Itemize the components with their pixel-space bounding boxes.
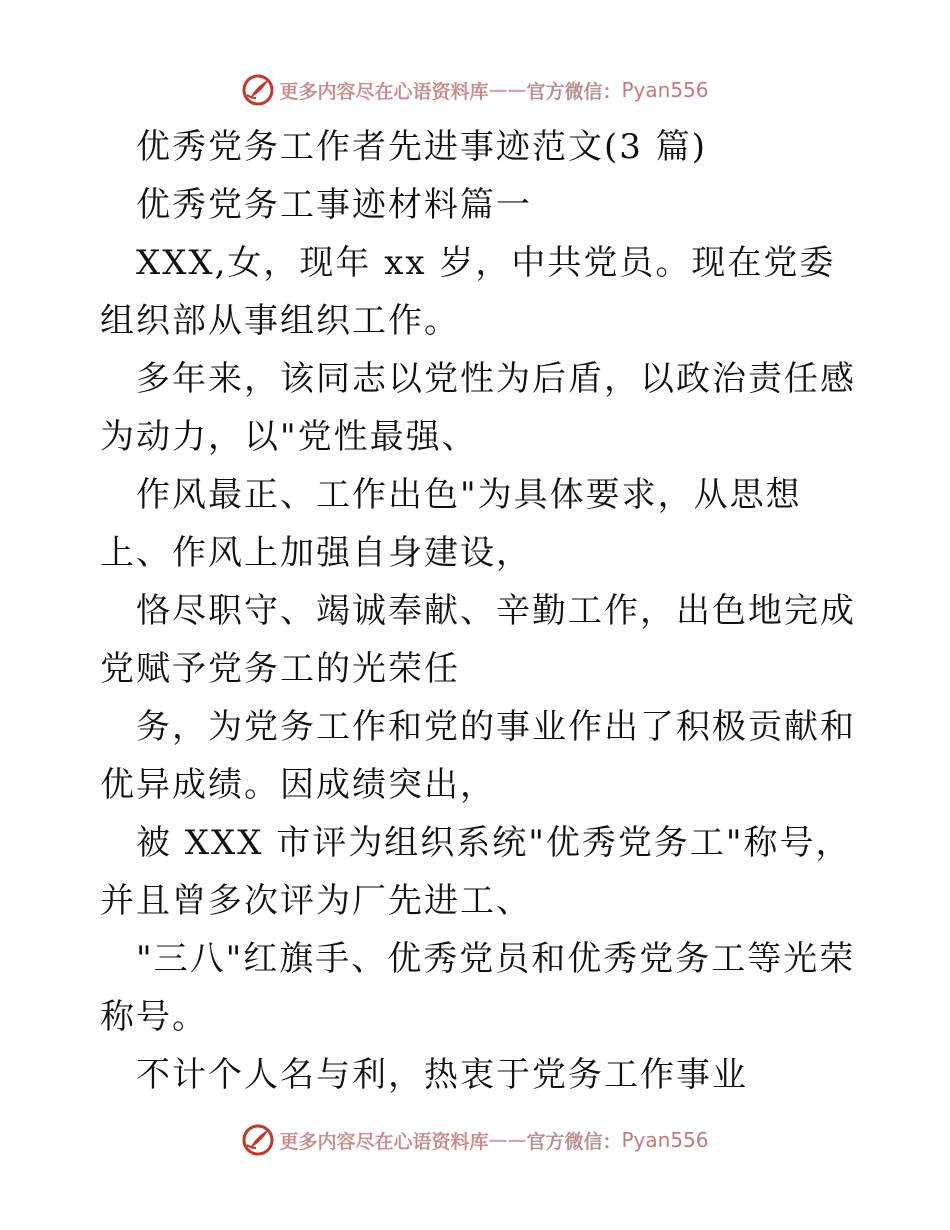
watermark-site-text: 更多内容尽在心语资料库 [279,80,489,103]
watermark-dash: —— [488,1129,527,1151]
paragraph: XXX,女，现年 xx 岁，中共党员。现在党委组织部从事组织工作。 [100,243,836,341]
feather-pen-circle-icon [241,73,275,107]
paragraph: 多年来，该同志以党性为后盾，以政治责任感为动力，以"党性最强、 [100,359,856,457]
watermark-wechat-label: 官方微信： [526,80,622,103]
paragraph: 被 XXX 市评为组织系统"优秀党务工"称号，并且曾多次评为厂先进工、 [100,823,852,921]
feather-pen-circle-icon [241,1123,275,1157]
paragraph: 务，为党务工作和党的事业作出了积极贡献和优异成绩。因成绩突出， [100,707,856,805]
watermark-dash: —— [488,79,527,101]
document-subtitle: 优秀党务工事迹材料篇一 [136,185,532,225]
document-body [100,118,860,1104]
watermark-wechat-id: Pyan556 [621,78,709,102]
watermark-wechat-label: 官方微信： [526,1130,622,1153]
header-watermark [0,70,950,110]
paragraph: 不计个人名与利，热衷于党务工作事业 [136,1055,748,1095]
paragraph: "三八"红旗手、优秀党员和优秀党务工等光荣称号。 [100,939,856,1037]
watermark-wechat-id: Pyan556 [621,1128,709,1152]
watermark-site-text: 更多内容尽在心语资料库 [279,1130,489,1153]
document-title: 优秀党务工作者先进事迹范文(3 篇) [136,127,707,167]
paragraph: 作风最正、工作出色"为具体要求，从思想上、作风上加强自身建设， [100,475,802,573]
paragraph: 恪尽职守、竭诚奉献、辛勤工作，出色地完成党赋予党务工的光荣任 [100,591,856,689]
footer-watermark [0,1120,950,1160]
